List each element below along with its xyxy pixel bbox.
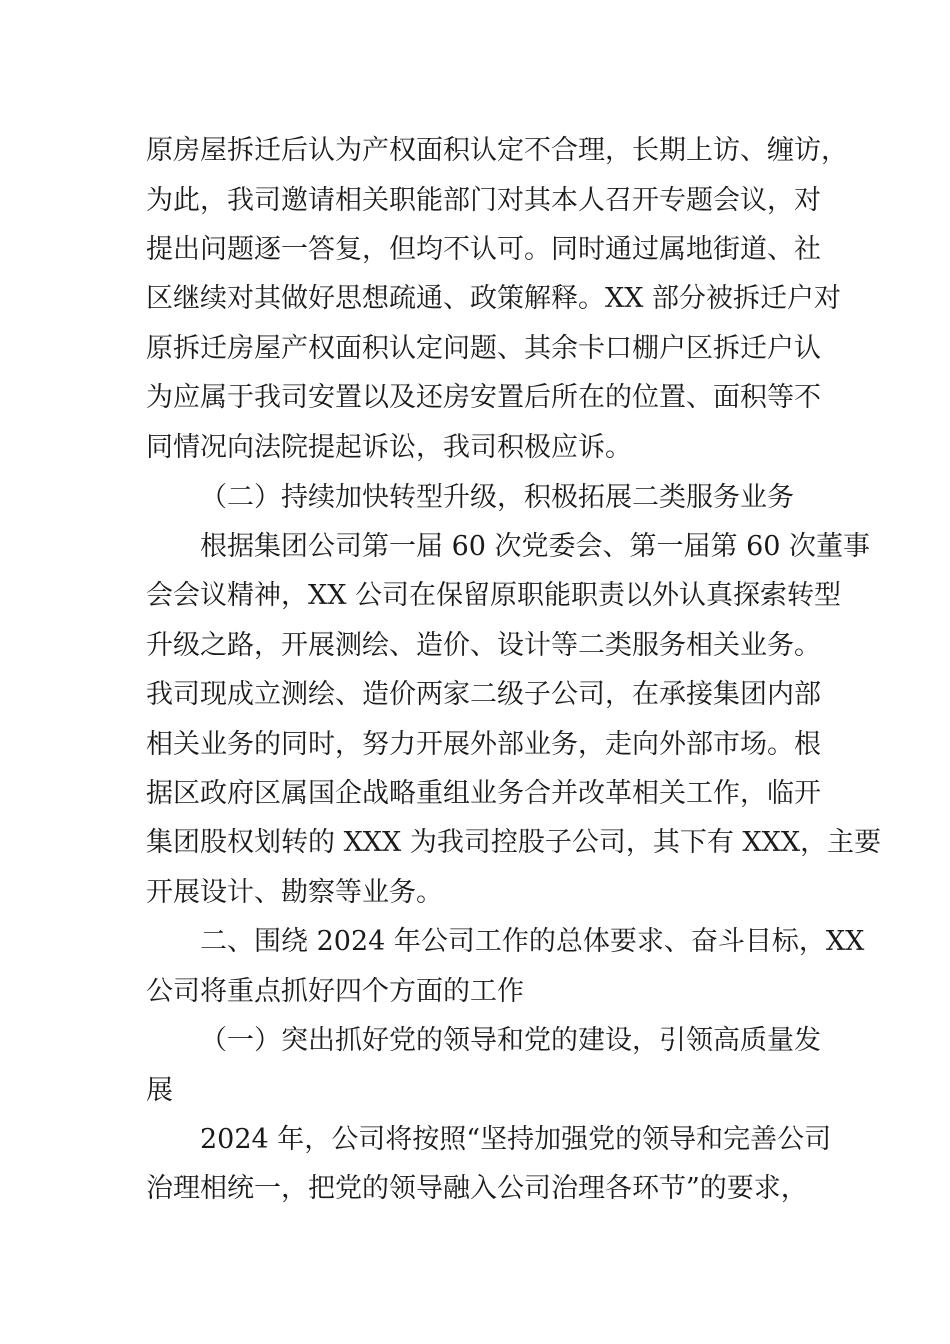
body-line: 根据集团公司第一届 60 次党委会、第一届第 60 次董事: [200, 531, 871, 562]
body-line: 同情况向法院提起诉讼，我司积极应诉。: [146, 432, 632, 463]
body-line: 据区政府区属国企战略重组业务合并改革相关工作，临开: [146, 778, 821, 809]
section-heading: 展: [146, 1075, 173, 1106]
section-heading: （二）持续加快转型升级，积极拓展二类服务业务: [200, 482, 794, 513]
section-heading: 公司将重点抓好四个方面的工作: [146, 976, 524, 1007]
body-line: 我司现成立测绘、造价两家二级子公司，在承接集团内部: [146, 679, 821, 710]
body-line: 为此，我司邀请相关职能部门对其本人召开专题会议，对: [146, 185, 821, 216]
body-line: 原房屋拆迁后认为产权面积认定不合理，长期上访、缠访，: [146, 135, 848, 166]
body-line: 为应属于我司安置以及还房安置后所在的位置、面积等不: [146, 382, 821, 413]
body-line: 2024 年，公司将按照“坚持加强党的领导和完善公司: [200, 1124, 832, 1155]
body-line: 原拆迁房屋产权面积认定问题、其余卡口棚户区拆迁户认: [146, 333, 821, 364]
body-line: 集团股权划转的 XXX 为我司控股子公司，其下有 XXX，主要: [146, 827, 882, 858]
body-line: 会会议精神，XX 公司在保留原职能职责以外认真探索转型: [146, 580, 842, 611]
body-line: 区继续对其做好思想疏通、政策解释。XX 部分被拆迁户对: [146, 283, 842, 314]
body-line: 相关业务的同时，努力开展外部业务，走向外部市场。根: [146, 729, 821, 760]
body-line: 提出问题逐一答复，但均不认可。同时通过属地街道、社: [146, 234, 821, 265]
section-heading: （一）突出抓好党的领导和党的建设，引领高质量发: [200, 1025, 821, 1056]
body-line: 治理相统一，把党的领导融入公司治理各环节”的要求，: [146, 1173, 808, 1204]
body-line: 开展设计、勘察等业务。: [146, 877, 443, 908]
section-heading: 二、围绕 2024 年公司工作的总体要求、奋斗目标，XX: [200, 926, 865, 957]
body-line: 升级之路，开展测绘、造价、设计等二类服务相关业务。: [146, 630, 821, 661]
